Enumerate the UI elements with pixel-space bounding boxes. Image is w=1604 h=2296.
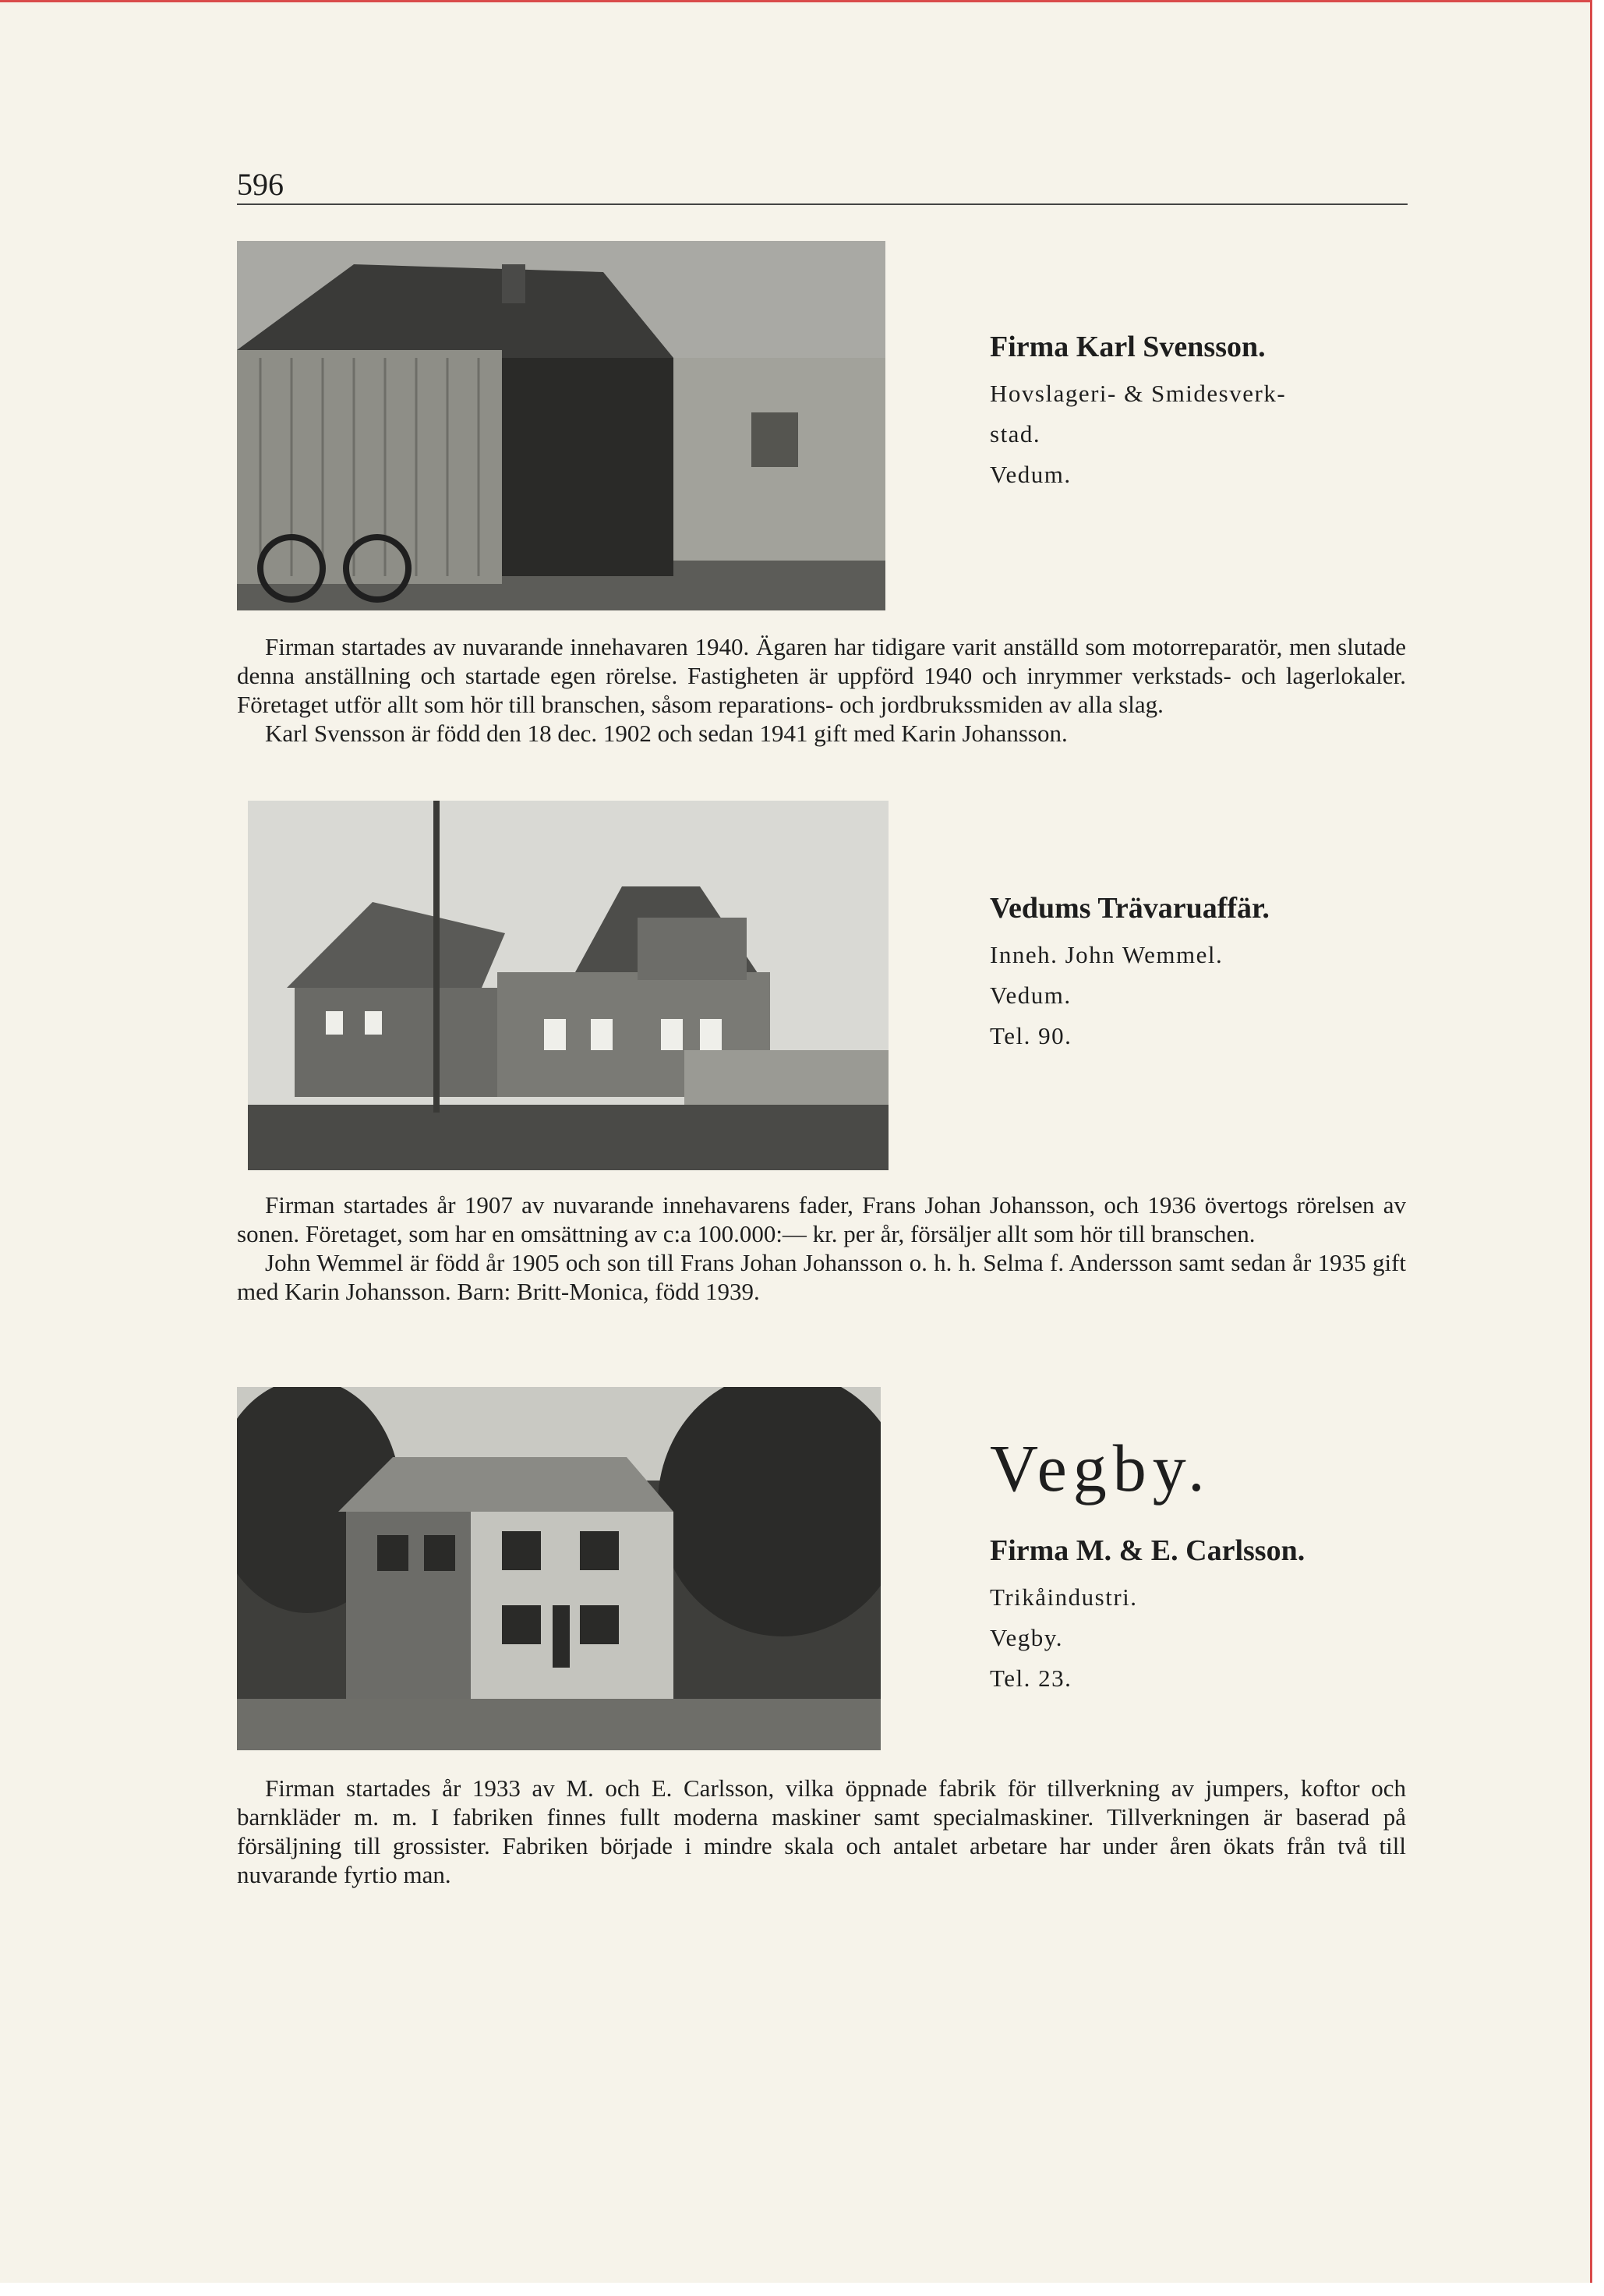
- photo-smithy: [237, 241, 885, 610]
- entry-2-paragraph-1: Firman startades år 1907 av nuvarande innehavarens fader, Frans Johan Johansson, och 1936 övertogs rörelsen av sonen. Företaget, som har en omsättning av c:a 100.000:— kr. per år, försäljer allt som hör till branschen.: [237, 1191, 1406, 1247]
- entry-2-line-2: Vedum.: [990, 982, 1072, 1009]
- entry-1-line-3: Vedum.: [990, 461, 1072, 488]
- header-rule: [237, 203, 1408, 205]
- entry-1-line-2: stad.: [990, 420, 1041, 448]
- place-heading: Vegby.: [990, 1431, 1211, 1505]
- entry-1-heading: Firma Karl Svensson.: [990, 331, 1266, 363]
- entry-3-caption: [990, 1429, 1305, 1699]
- entry-2-heading: Vedums Trävaruaffär.: [990, 892, 1270, 925]
- entry-3-line-1: Trikåindustri.: [990, 1583, 1138, 1611]
- entry-2-text: [237, 1190, 1406, 1306]
- entry-2-line-1: Inneh. John Wemmel.: [990, 941, 1224, 968]
- entry-1-line-1: Hovslageri- & Smidesverk-: [990, 380, 1287, 407]
- photo-timber-store: [248, 801, 889, 1170]
- entry-3-line-3: Tel. 23.: [990, 1665, 1072, 1692]
- entry-3-line-2: Vegby.: [990, 1624, 1063, 1651]
- entry-1-paragraph-2: Karl Svensson är född den 18 dec. 1902 och sedan 1941 gift med Karin Johansson.: [265, 720, 1068, 747]
- entry-2-line-3: Tel. 90.: [990, 1022, 1072, 1049]
- page-number: 596: [237, 167, 284, 202]
- entry-3-text: [237, 1774, 1406, 1889]
- entry-1-caption: [990, 330, 1286, 495]
- entry-3-paragraph-1: Firman startades år 1933 av M. och E. Carlsson, vilka öppnade fabrik för tillverkning av jumpers, koftor och barnkläder m. m. I fabriken finnes fullt moderna maskiner samt specialmaskiner. Tillverkningen är baserad på försäljning till grossister. Fabriken började i mindre skala och antalet arbetare har under åren ökats från två till nuvarande fyrtio man.: [237, 1774, 1406, 1888]
- entry-1-paragraph-1: Firman startades av nuvarande innehavaren 1940. Ägaren har tidigare varit anställd som motorreparatör, men slutade denna anställning och startade egen rörelse. Fastigheten är uppförd 1940 och inrymmer verkstads- och lagerlokaler. Företaget utför allt som hör till branschen, såsom reparations- och jordbrukssmiden av alla slag.: [237, 633, 1406, 718]
- entry-3-heading: Firma M. & E. Carlsson.: [990, 1534, 1305, 1567]
- photo-knitwear-factory: [237, 1387, 881, 1750]
- entry-2-paragraph-2: John Wemmel är född år 1905 och son till Frans Johan Johansson o. h. h. Selma f. Andersson samt sedan år 1935 gift med Karin Johansson. Barn: Britt-Monica, född 1939.: [237, 1249, 1406, 1305]
- entry-2-caption: [990, 891, 1270, 1056]
- entry-1-text: [237, 632, 1406, 748]
